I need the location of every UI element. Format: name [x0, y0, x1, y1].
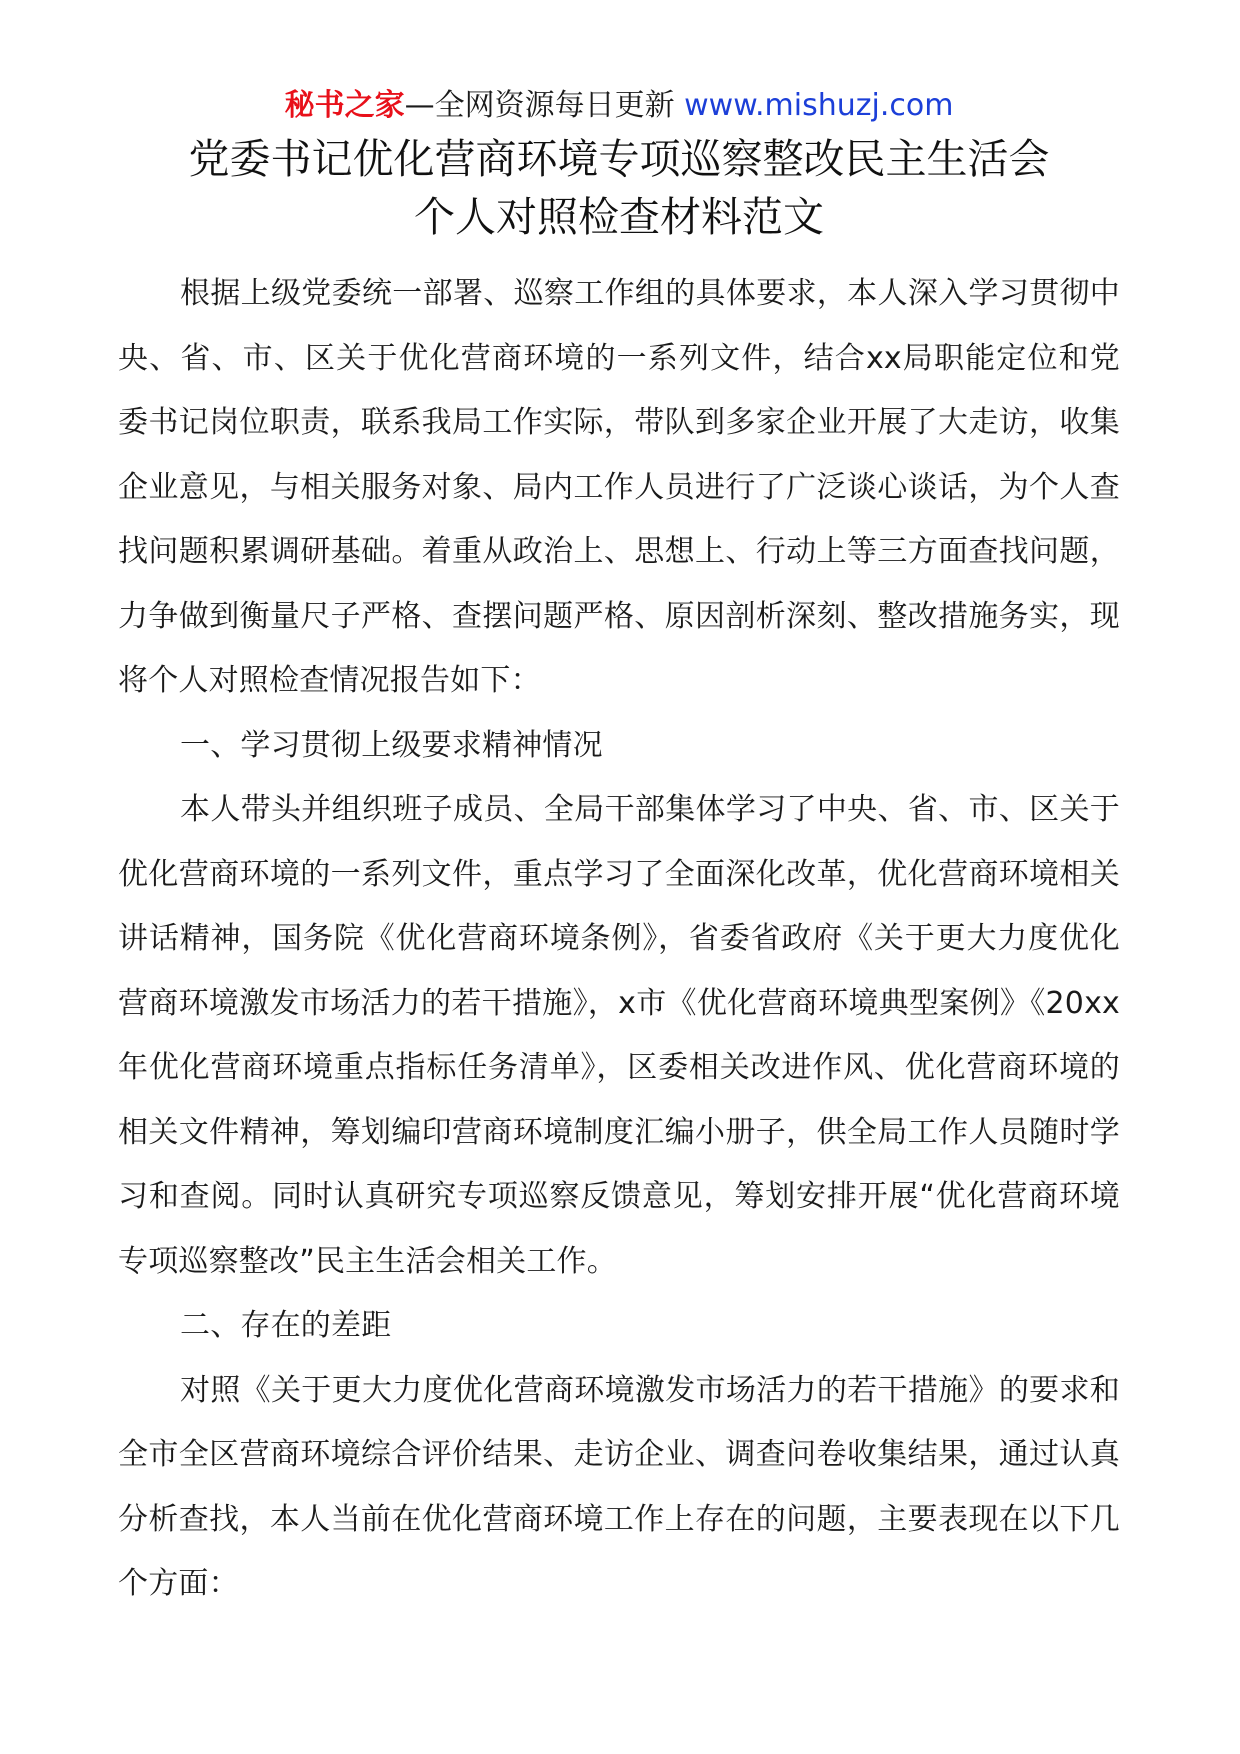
section1-heading: 一、学习贯彻上级要求精神情况: [180, 727, 603, 763]
section2-paragraph: 对照《关于更大力度优化营商环境激发市场活力的若干措施》的要求和全市全区营商环境综合评价结果、走访企业、调查问卷收集结果，通过认真分析查找，本人当前在优化营商环境工作上存在的问题，主要表现在以下几个方面：: [118, 1372, 1120, 1601]
section2-heading: 二、存在的差距: [180, 1308, 392, 1343]
site-url-link[interactable]: www.mishuzj.com: [684, 88, 954, 123]
document-body: [118, 262, 1120, 1617]
document-title-line2: 个人对照检查材料范文: [414, 193, 824, 241]
brand-name: 秘书之家: [284, 88, 405, 123]
section1-paragraph: 本人带头并组织班子成员、全局干部集体学习了中央、省、市、区关于优化营商环境的一系列文件，重点学习了全面深化改革，优化营商环境相关讲话精神，国务院《优化营商环境条例》，省委省政府《关于更大力度优化营商环境激发市场活力的若干措施》，x市《优化营商环境典型案例》《20xx年优化营商环境重点指标任务清单》，区委相关改进作风、优化营商环境的相关文件精神，筹划编印营商环境制度汇编小册子，供全局工作人员随时学习和查阅。同时认真研究专项巡察反馈意见，筹划安排开展“优化营商环境专项巡察整改”民主生活会相关工作。: [118, 792, 1120, 1279]
banner-tagline: —全网资源每日更新: [404, 88, 675, 123]
intro-paragraph: 根据上级党委统一部署、巡察工作组的具体要求，本人深入学习贯彻中央、省、市、区关于优化营商环境的一系列文件，结合xx局职能定位和党委书记岗位职责，联系我局工作实际，带队到多家企业开展了大走访，收集企业意见，与相关服务对象、局内工作人员进行了广泛谈心谈话，为个人查找问题积累调研基础。着重从政治上、思想上、行动上等三方面查找问题，力争做到衡量尺子严格、查摆问题严格、原因剖析深刻、整改措施务实，现将个人对照检查情况报告如下：: [118, 276, 1120, 698]
site-banner: [118, 86, 1120, 130]
document-title-line1: 党委书记优化营商环境专项巡察整改民主生活会: [188, 135, 1050, 183]
